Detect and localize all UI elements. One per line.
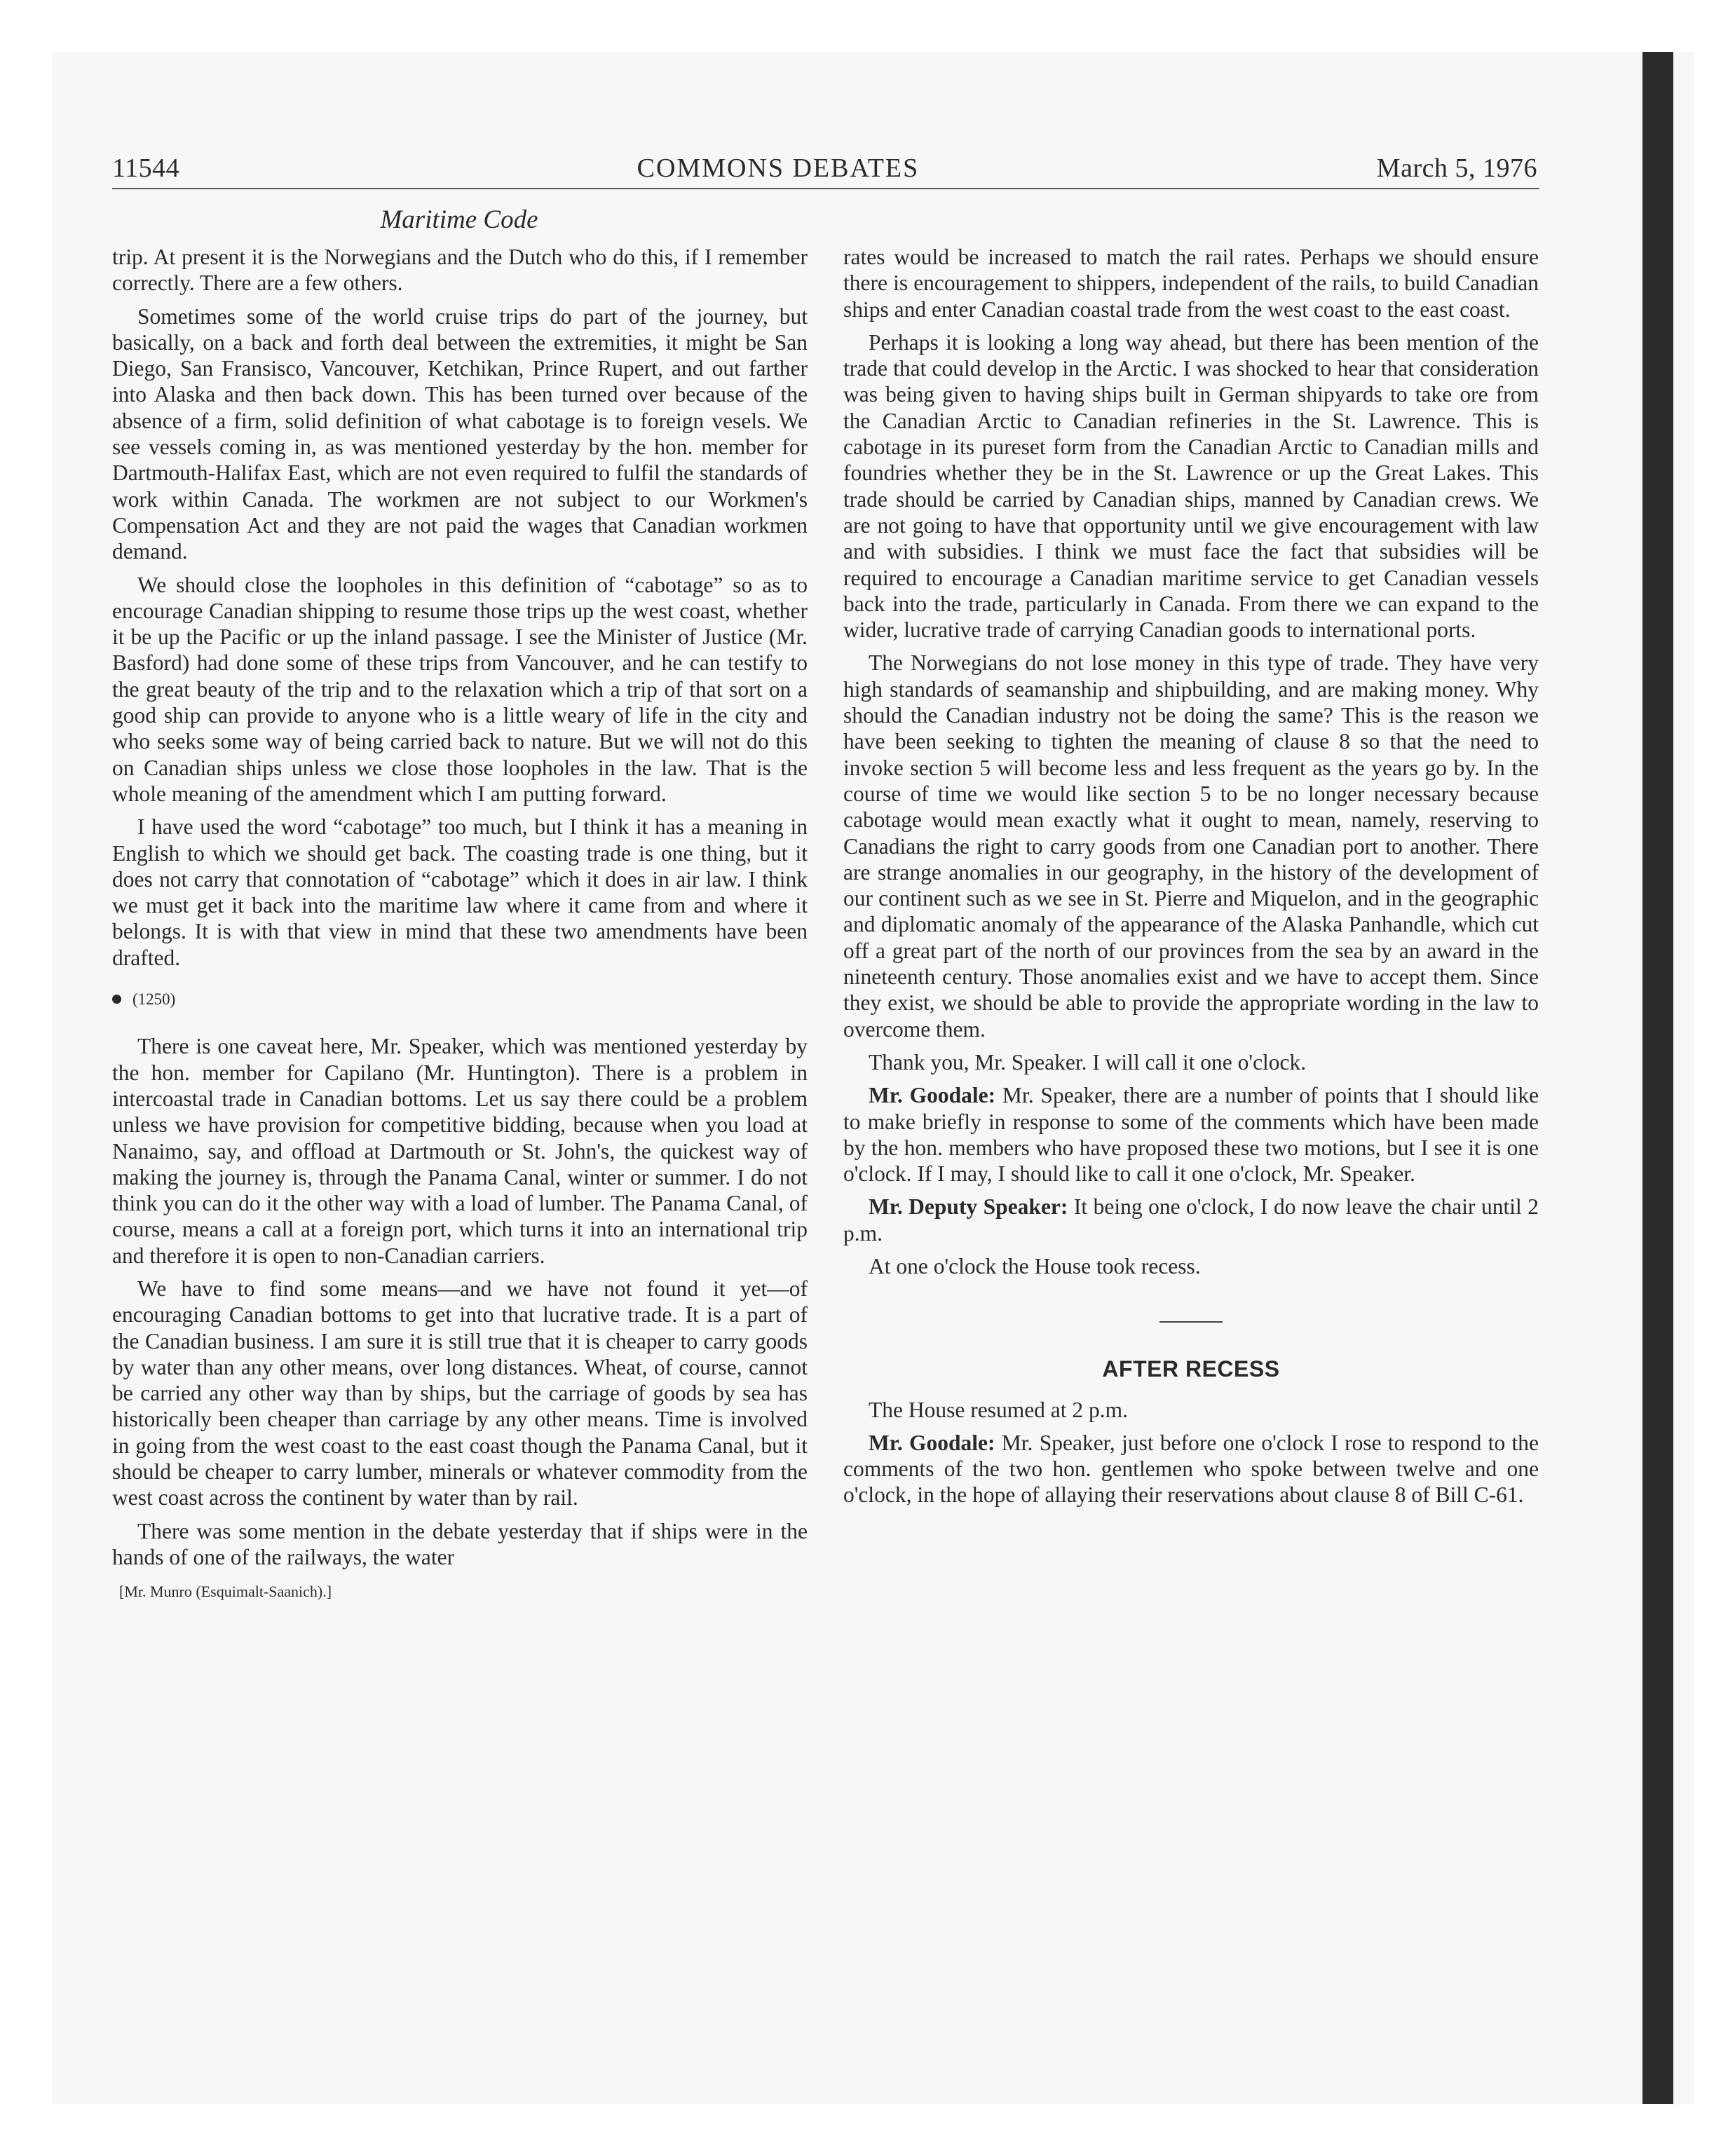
- speech-paragraph: [843, 1430, 1539, 1508]
- paragraph: rates would be increased to match the rail rates. Perhaps we should ensure there is encouragement to shippers, independent of the rails, to build Canadian ships and enter Canadian coastal trade from the west coast to the east coast.: [843, 245, 1539, 322]
- speaker-footnote: [Mr. Munro (Esquimalt-Saanich).]: [119, 1583, 332, 1601]
- paragraph: There was some mention in the debate yesterday that if ships were in the hands of one of the railways, the water: [112, 1518, 808, 1569]
- left-column: [112, 244, 808, 1605]
- page-number: 11544: [112, 153, 180, 183]
- speech-text: Mr. Speaker, there are a number of points that I should like to make briefly in response to some of the comments which have been made by the hon. members who have proposed these two motions, but I see it is one o'clock. If I may, I should like to call it one o'clock, Mr. Speaker.: [843, 1083, 1539, 1187]
- paragraph: We have to find some means—and we have not found it yet—of encouraging Canadian bottoms to get into that lucrative trade. It is a part of the Canadian business. I am sure it is still true that it is cheaper to carry goods by water than any other means, over long distances. Wheat, of course, cannot be carried any other way than by ships, but the carriage of goods by sea has historically been cheaper than carriage by any other means. Time is involved in going from the west coast to the east coast though the Panama Canal, but it should be cheaper to carry lumber, minerals or whatever commodity from the west coast across the continent by water than by rail.: [112, 1276, 808, 1510]
- speech-text: Mr. Speaker, just before one o'clock I rose to respond to the comments of the two hon. gentlemen who spoke between twelve and one o'clock, in the hope of allaying their reservations about clause 8 of Bill C-61.: [843, 1430, 1539, 1508]
- paragraph: The House resumed at 2 p.m.: [869, 1397, 1129, 1422]
- publication-title: COMMONS DEBATES: [637, 153, 920, 183]
- scan-edge-bar: [1642, 52, 1673, 2104]
- paragraph: The Norwegians do not lose money in this type of trade. They have very high standards of seamanship and shipbuilding, and are making money. Why should the Canadian industry not be doing the same? This is the reason we have been seeking to tighten the meaning of clause 8 so that the need to invoke section 5 will become less and less frequent as the years go by. In the course of time we would like section 5 to be no longer necessary because cabotage would mean exactly what it ought to mean, namely, reserving to Canadians the right to carry goods from one Canadian port to another. There are strange anomalies in our geography, in the history of the development of our continent such as we see in St. Pierre and Miquelon, and in the geographic and diplomatic anomaly of the appearance of the Alaska Panhandle, which cut off a great part of the north of our provinces from the sea by an award in the nineteenth century. Those anomalies exist and we have to accept them. Since they exist, we should be able to provide the appropriate wording in the law to overcome them.: [843, 650, 1539, 1042]
- paragraph: trip. At present it is the Norwegians and the Dutch who do this, if I remember correctly. There are a few others.: [112, 245, 808, 296]
- speaker-name: Mr. Goodale:: [869, 1430, 995, 1455]
- timestamp-marker: [112, 986, 808, 1012]
- speaker-name: Mr. Deputy Speaker:: [869, 1194, 1068, 1220]
- paragraph: Perhaps it is looking a long way ahead, but there has been mention of the trade that could develop in the Arctic. I was shocked to hear that consideration was being given to having ships built in German shipyards to take ore from the Canadian Arctic to Canadian refineries in the St. Lawrence. This is cabotage in its pureset form from the Canadian Arctic to Canadian mills and foundries whether they be in the St. Lawrence or up the Great Lakes. This trade should be carried by Canadian ships, manned by Canadian crews. We are not going to have that opportunity until we give encouragement with law and with subsidies. I think we must face the fact that subsidies will be required to encourage a Canadian maritime service to get Canadian vessels back into the trade, particularly in Canada. From there we can expand to the wider, lucrative trade of carrying Canadian goods to international ports.: [843, 329, 1539, 643]
- paragraph: Thank you, Mr. Speaker. I will call it one o'clock.: [869, 1049, 1307, 1074]
- header-rule: [112, 188, 1539, 189]
- section-title: AFTER RECESS: [1102, 1356, 1280, 1382]
- bullet-icon: [112, 995, 121, 1004]
- timestamp-text: (1250): [132, 990, 176, 1009]
- paragraph: Sometimes some of the world cruise trips do part of the journey, but basically, on a back and forth deal between the extremities, it might be San Diego, San Fransisco, Vancouver, Ketchikan, Prince Rupert, and out farther into Alaska and then back down. This has been turned over because of the absence of a firm, solid definition of what cabotage is to foreign vesels. We see vessels coming in, as was mentioned yesterday by the hon. member for Dartmouth-Halifax East, which are not even required to fulfil the standards of work within Canada. The workmen are not subject to our Workmen's Compensation Act and they are not paid the wages that Canadian workmen demand.: [112, 303, 808, 564]
- speech-text: It being one o'clock, I do now leave the chair until 2 p.m.: [843, 1194, 1539, 1246]
- paragraph: We should close the loopholes in this definition of “cabotage” so as to encourage Canadian shipping to resume those trips up the west coast, whether it be up the Pacific or up the inland passage. I see the Minister of Justice (Mr. Basford) had done some of these trips from Vancouver, and he can testify to the great beauty of the trip and to the relaxation which a trip of that sort on a good ship can provide to anyone who is a little weary of life in the city and who seeks some way of being carried back to nature. But we will not do this on Canadian ships unless we close those loopholes in the law. That is the whole meaning of the amendment which I am putting forward.: [112, 572, 808, 806]
- section-divider: [1159, 1321, 1223, 1323]
- right-column: [843, 244, 1539, 1515]
- paragraph: There is one caveat here, Mr. Speaker, which was mentioned yesterday by the hon. member for Capilano (Mr. Huntington). There is a problem in intercoastal trade in Canadian bottoms. Let us say there could be a problem unless we have provision for competitive bidding, because when you load at Nanaimo, say, and offload at Dartmouth or St. John's, the quickest way of making the journey is, through the Panama Canal, winter or summer. I do not think you can do it the other way with a load of lumber. The Panama Canal, of course, means a call at a foreign port, which turns it into an international trip and therefore it is open to non-Canadian carriers.: [112, 1034, 808, 1268]
- page-header: [112, 153, 1537, 184]
- paragraph: I have used the word “cabotage” too much, but I think it has a meaning in English to which we should get back. The coasting trade is one thing, but it does not carry that connotation of “cabotage” which it does in air law. I think we must get it back into the maritime law where it came from and where it belongs. It is with that view in mind that these two amendments have been drafted.: [112, 814, 808, 970]
- page-date: March 5, 1976: [1376, 153, 1537, 183]
- running-head: Maritime Code: [380, 205, 538, 234]
- speaker-name: Mr. Goodale:: [869, 1083, 996, 1108]
- speech-paragraph: [843, 1194, 1539, 1246]
- paragraph: At one o'clock the House took recess.: [869, 1253, 1201, 1278]
- speech-paragraph: [843, 1082, 1539, 1187]
